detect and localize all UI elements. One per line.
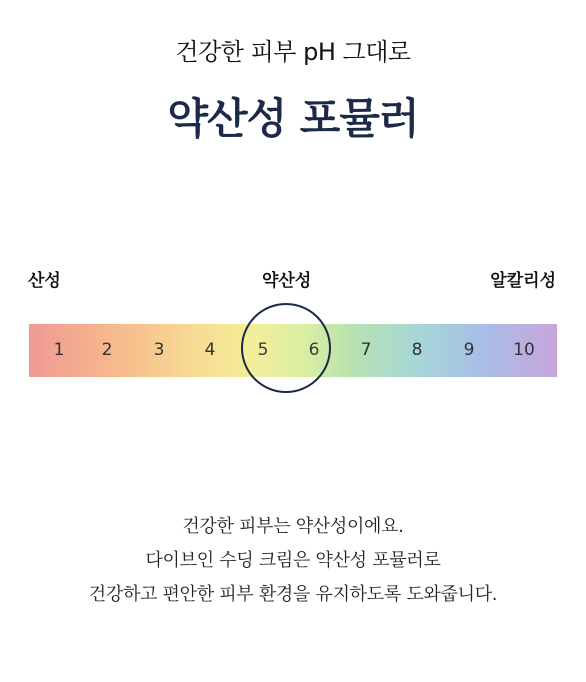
weak-acid-highlight-circle: [241, 303, 331, 393]
ph-number-4: 4: [204, 340, 216, 360]
subtitle: 건강한 피부 pH 그대로: [175, 38, 411, 66]
ph-number-5: 5: [257, 340, 269, 360]
ph-number-7: 7: [360, 340, 372, 360]
ph-number-2: 2: [101, 340, 113, 360]
description-line-2: 다이브인 수딩 크림은 약산성 포뮬러로: [145, 550, 441, 571]
description-line-3: 건강하고 편안한 피부 환경을 유지하도록 도와줍니다.: [88, 584, 498, 605]
ph-number-8: 8: [411, 340, 423, 360]
alkaline-label: 알칼리성: [490, 271, 556, 291]
page-title: 약산성 포뮬러: [167, 94, 419, 143]
ph-number-1: 1: [53, 340, 65, 360]
ph-number-3: 3: [153, 340, 165, 360]
weak-acid-label: 약산성: [262, 271, 312, 291]
ph-number-9: 9: [463, 340, 475, 360]
ph-number-10: 10: [513, 340, 535, 360]
description-line-1: 건강한 피부는 약산성이에요.: [182, 516, 404, 537]
acid-label: 산성: [28, 271, 61, 291]
ph-number-6: 6: [308, 340, 320, 360]
